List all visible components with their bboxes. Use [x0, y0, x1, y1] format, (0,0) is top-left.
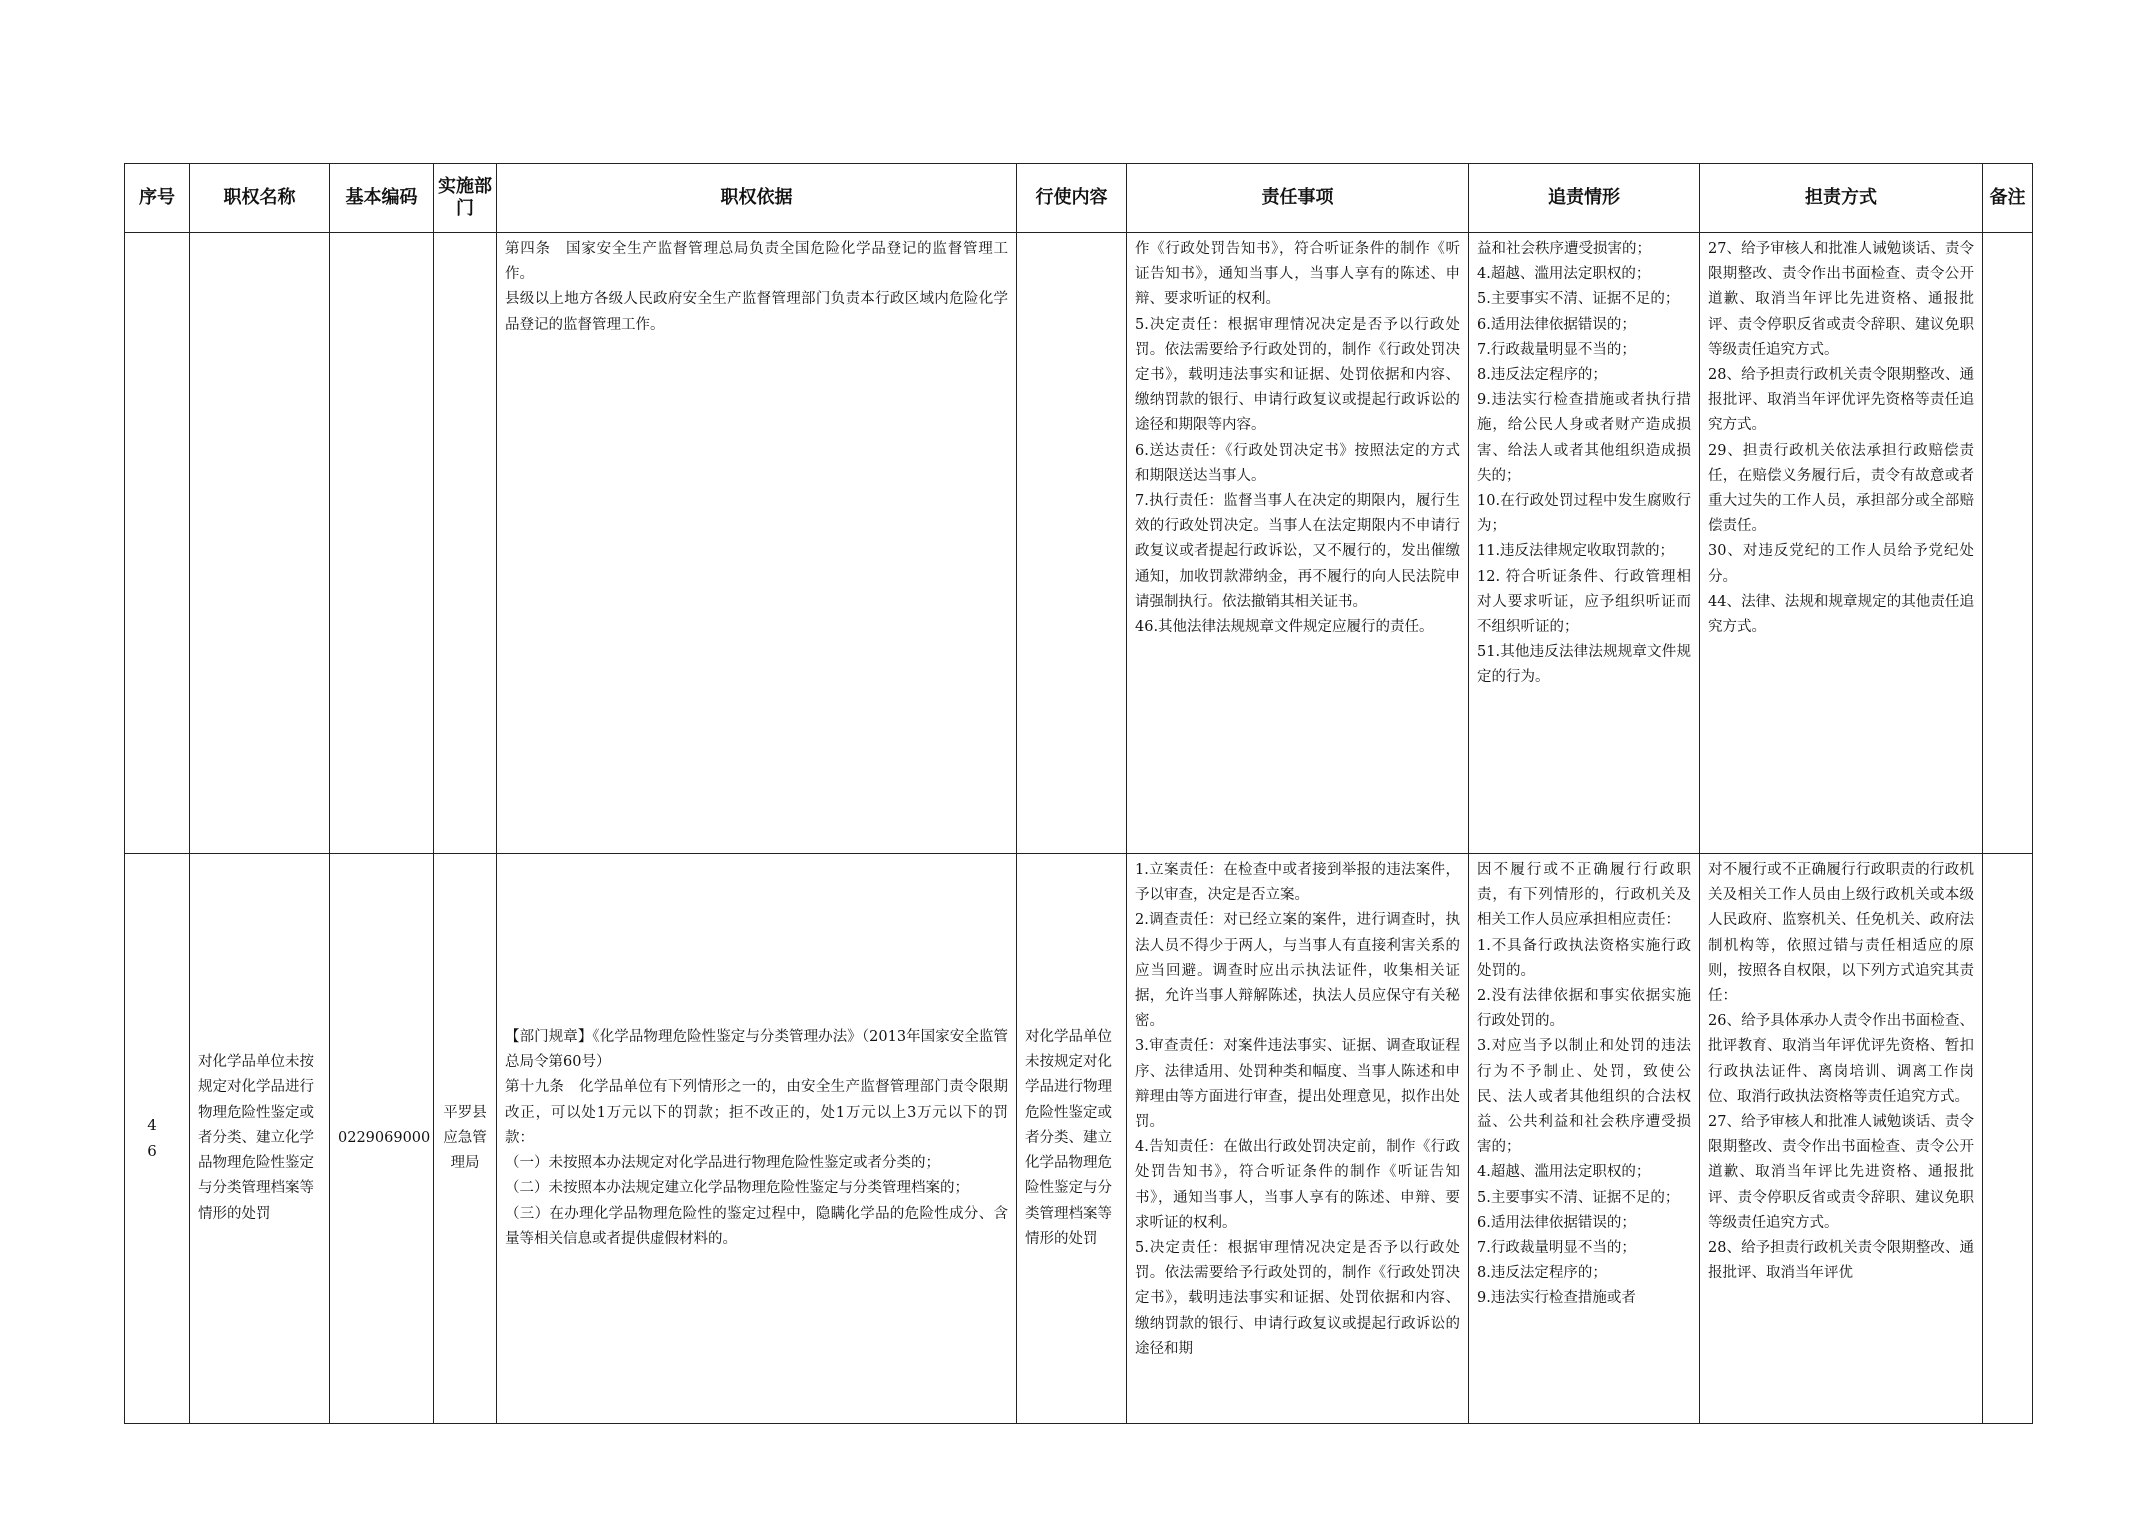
cell-account [1469, 854, 1700, 1424]
header-row [125, 164, 2033, 233]
method-paragraph: 44、法律、法规和规章规定的其他责任追究方式。 [1708, 593, 1974, 636]
cell-code [330, 233, 434, 854]
duty-paragraph: 作《行政处罚告知书》，符合听证条件的制作《听证告知书》，通知当事人，当事人享有的陈述、申辩、要求听证的权利。 [1135, 241, 1460, 308]
cell-basis [497, 233, 1017, 854]
method-paragraph: 27、给予审核人和批准人诫勉谈话、责令限期整改、责令作出书面检查、责令公开道歉、取消当年评比先进资格、通报批评、责令停职反省或责令辞职、建议免职等级责任追究方式。 [1708, 241, 1974, 358]
account-paragraph: 8.违反法定程序的； [1477, 367, 1607, 384]
header-name: 职权名称 [190, 164, 330, 233]
cell-duty [1127, 854, 1469, 1424]
header-account: 追责情形 [1469, 164, 1700, 233]
account-paragraph: 4.超越、滥用法定职权的； [1477, 266, 1651, 283]
basis-paragraph: 第四条 国家安全生产监督管理总局负责全国危险化学品登记的监督管理工作。 [505, 241, 1008, 283]
cell-dept: 平罗县应急管理局 [434, 854, 497, 1424]
header-duty: 责任事项 [1127, 164, 1469, 233]
method-paragraph: 28、给予担责行政机关责令限期整改、通报批评、取消当年评优评先资格等责任追究方式。 [1708, 367, 1974, 434]
basis-paragraph: 【部门规章】《化学品物理危险性鉴定与分类管理办法》（2013年国家安全监管总局令第60号） [505, 1029, 1008, 1071]
basis-paragraph: （二）未按照本办法规定建立化学品物理危险性鉴定与分类管理档案的； [505, 1180, 969, 1197]
header-method: 担责方式 [1700, 164, 1983, 233]
header-basis: 职权依据 [497, 164, 1017, 233]
account-paragraph: 6.适用法律依据错误的； [1477, 316, 1636, 333]
header-remark: 备注 [1983, 164, 2033, 233]
basis-paragraph: （一）未按照本办法规定对化学品进行物理危险性鉴定或者分类的； [505, 1155, 940, 1172]
method-paragraph: 30、对违反党纪的工作人员给予党纪处分。 [1708, 543, 1974, 585]
account-paragraph: 11.违反法律规定收取罚款的； [1477, 543, 1675, 560]
header-dept: 实施部门 [434, 164, 497, 233]
account-paragraph: 9.违法实行检查措施或者 [1477, 1290, 1636, 1307]
basis-paragraph: 第十九条 化学品单位有下列情形之一的，由安全生产监督管理部门责令限期改正，可以处1万元以下的罚款；拒不改正的，处1万元以上3万元以下的罚款： [505, 1079, 1008, 1146]
account-paragraph: 3.对应当予以制止和处罚的违法行为不予制止、处罚，致使公民、法人或者其他组织的合法权益、公共利益和社会秩序遭受损害的； [1477, 1038, 1691, 1156]
account-paragraph: 12. 符合听证条件、行政管理相对人要求听证，应予组织听证而不组织听证的； [1477, 568, 1691, 636]
cell-name [190, 233, 330, 854]
account-paragraph: 益和社会秩序遭受损害的； [1477, 241, 1651, 257]
method-paragraph: 26、给予具体承办人责令作出书面检查、批评教育、取消当年评优评先资格、暂扣行政执法证件、离岗培训、调离工作岗位、取消行政执法资格等责任追究方式。 [1708, 1013, 1974, 1105]
account-paragraph: 因不履行或不正确履行行政职责，有下列情形的，行政机关及相关工作人员应承担相应责任： [1477, 862, 1691, 929]
cell-seq [125, 233, 190, 854]
duty-paragraph: 46.其他法律法规规章文件规定应履行的责任。 [1135, 619, 1434, 636]
duty-paragraph: 1.立案责任：在检查中或者接到举报的违法案件，予以审查，决定是否立案。 [1135, 862, 1460, 904]
duty-paragraph: 6.送达责任：《行政处罚决定书》按照法定的方式和期限送达当事人。 [1135, 442, 1460, 484]
table-row [125, 854, 2033, 1424]
duty-paragraph: 3.审查责任：对案件违法事实、证据、调查取证程序、法律适用、处罚种类和幅度、当事人陈述和申辩理由等方面进行审查，提出处理意见，拟作出处罚。 [1135, 1038, 1460, 1131]
account-paragraph: 5.主要事实不清、证据不足的； [1477, 291, 1680, 308]
cell-remark [1983, 233, 2033, 854]
duty-paragraph: 5.决定责任：根据审理情况决定是否予以行政处罚。依法需要给予行政处罚的，制作《行政处罚决定书》，载明违法事实和证据、处罚依据和内容、缴纳罚款的银行、申请行政复议或提起行政诉讼的途径和期 [1135, 1240, 1460, 1357]
cell-remark [1983, 854, 2033, 1424]
account-paragraph: 8.违反法定程序的； [1477, 1265, 1607, 1282]
account-paragraph: 6.适用法律依据错误的； [1477, 1214, 1636, 1231]
cell-name: 对化学品单位未按规定对化学品进行物理危险性鉴定或者分类、建立化学品物理危险性鉴定与分类管理档案等情形的处罚 [190, 854, 330, 1424]
cell-account [1469, 233, 1700, 854]
header-content: 行使内容 [1017, 164, 1127, 233]
method-paragraph: 27、给予审核人和批准人诫勉谈话、责令限期整改、责令作出书面检查、责令公开道歉、取消当年评比先进资格、通报批评、责令停职反省或责令辞职、建议免职等级责任追究方式。 [1708, 1114, 1974, 1231]
header-code: 基本编码 [330, 164, 434, 233]
account-paragraph: 1.不具备行政执法资格实施行政处罚的。 [1477, 937, 1691, 979]
duty-paragraph: 5.决定责任：根据审理情况决定是否予以行政处罚。依法需要给予行政处罚的，制作《行政处罚决定书》，载明违法事实和证据、处罚依据和内容、缴纳罚款的银行、申请行政复议或提起行政诉讼的途径和期限等内容。 [1135, 316, 1460, 434]
duty-paragraph: 2.调查责任：对已经立案的案件，进行调查时，执法人员不得少于两人，与当事人有直接利害关系的应当回避。调查时应出示执法证件，收集相关证据，允许当事人辩解陈述，执法人员应保守有关秘密。 [1135, 912, 1460, 1030]
cell-method [1700, 854, 1983, 1424]
method-paragraph: 28、给予担责行政机关责令限期整改、通报批评、取消当年评优 [1708, 1240, 1974, 1282]
account-paragraph: 5.主要事实不清、证据不足的； [1477, 1189, 1680, 1206]
account-paragraph: 7.行政裁量明显不当的； [1477, 341, 1636, 358]
account-paragraph: 10.在行政处罚过程中发生腐败行为； [1477, 493, 1691, 535]
duty-paragraph: 7.执行责任：监督当事人在决定的期限内，履行生效的行政处罚决定。当事人在法定期限内不申请行政复议或者提起行政诉讼，又不履行的，发出催缴通知，加收罚款滞纳金，再不履行的向人民法院申请强制执行。依法撤销其相关证书。 [1135, 493, 1460, 610]
cell-dept [434, 233, 497, 854]
cell-basis [497, 854, 1017, 1424]
basis-paragraph: （三）在办理化学品物理危险性的鉴定过程中，隐瞒化学品的危险性成分、含量等相关信息或者提供虚假材料的。 [505, 1205, 1008, 1247]
method-paragraph: 对不履行或不正确履行行政职责的行政机关及相关工作人员由上级行政机关或本级人民政府、监察机关、任免机关、政府法制机构等，依照过错与责任相适应的原则，按照各自权限，以下列方式追究其责任： [1708, 862, 1974, 1005]
method-paragraph: 29、担责行政机关依法承担行政赔偿责任，在赔偿义务履行后，责令有故意或者重大过失的工作人员，承担部分或全部赔偿责任。 [1708, 442, 1974, 535]
cell-duty [1127, 233, 1469, 854]
authority-table [124, 163, 2033, 1424]
duty-paragraph: 4.告知责任：在做出行政处罚决定前，制作《行政处罚告知书》，符合听证条件的制作《听证告知书》，通知当事人，当事人享有的陈述、申辩、要求听证的权利。 [1135, 1139, 1460, 1231]
account-paragraph: 9.违法实行检查措施或者执行措施，给公民人身或者财产造成损害、给法人或者其他组织造成损失的； [1477, 392, 1691, 484]
account-paragraph: 2.没有法律依据和事实依据实施行政处罚的。 [1477, 988, 1691, 1030]
cell-method [1700, 233, 1983, 854]
account-paragraph: 51.其他违反法律法规规章文件规定的行为。 [1477, 644, 1691, 686]
header-seq: 序号 [125, 164, 190, 233]
cell-code: 0229069000 [330, 854, 434, 1424]
basis-paragraph: 县级以上地方各级人民政府安全生产监督管理部门负责本行政区域内危险化学品登记的监督管理工作。 [505, 291, 1008, 333]
account-paragraph: 4.超越、滥用法定职权的； [1477, 1164, 1651, 1181]
cell-content [1017, 233, 1127, 854]
cell-content: 对化学品单位未按规定对化学品进行物理危险性鉴定或者分类、建立化学品物理危险性鉴定与分类管理档案等情形的处罚 [1017, 854, 1127, 1424]
cell-seq: 4 6 [125, 854, 190, 1424]
account-paragraph: 7.行政裁量明显不当的； [1477, 1240, 1636, 1257]
table-row [125, 233, 2033, 854]
